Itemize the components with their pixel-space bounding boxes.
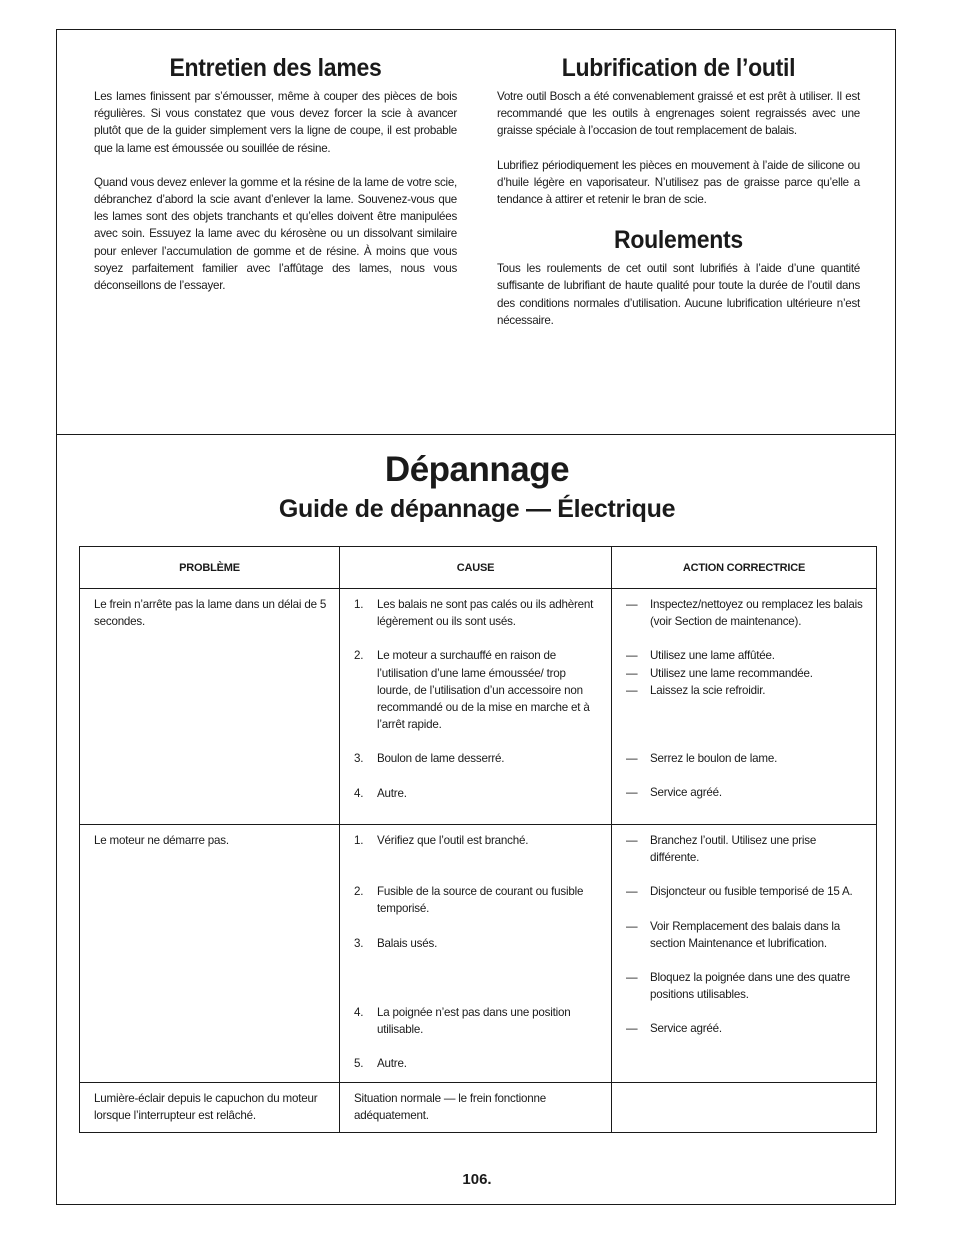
table-row	[80, 825, 877, 1083]
dash: —	[626, 598, 638, 611]
item-text: Fusible de la source de courant ou fusible temporisé.	[377, 885, 584, 916]
dash: —	[626, 786, 638, 800]
problem-cell: Le moteur ne démarre pas.	[80, 825, 340, 1083]
item-text: La poignée n’est pas dans une position utilisable.	[377, 1005, 571, 1037]
column-header-cause: CAUSE	[340, 547, 612, 589]
item-text: Utilisez une lame affûtée.	[650, 649, 775, 663]
blade-maintenance-section	[94, 52, 457, 294]
cause-item	[354, 832, 599, 849]
section-title-bearings: Roulements	[614, 226, 743, 255]
dash: —	[626, 752, 638, 766]
action-item	[626, 750, 864, 767]
action-cell	[612, 825, 877, 1083]
problem-cell: Lumière-éclair depuis le capuchon du moteur lorsque l’interrupteur est relâché.	[80, 1083, 340, 1133]
section-title-lubrication: Lubrification de l’outil	[561, 54, 796, 82]
cause-item	[354, 596, 599, 630]
item-text: Balais usés.	[377, 936, 438, 950]
item-number: 1.	[354, 598, 364, 611]
action-item	[626, 918, 864, 952]
action-item	[626, 832, 864, 866]
dash: —	[626, 971, 638, 985]
paragraph: Quand vous devez enlever la gomme et la résine de la lame de votre scie, débranchez d’abord la scie avant d’enlever la lame. Souvenez-vous que les lames sont des objets tranchants et qu’elles doivent être manipulées avec soin. Essuyez la lame avec du kérosène ou un dissolvant similaire pour enlever l’accumulation de gomme et de résine. À moins que vous soyez parfaitement familier avec l’affûtage des lames, nous vous déconseillons de l’essayer.	[94, 175, 457, 293]
dash: —	[626, 683, 638, 697]
action-item	[626, 784, 864, 801]
item-text: Voir Remplacement des balais dans la section Maintenance et lubrification.	[650, 919, 841, 950]
item-number: 3.	[354, 752, 364, 766]
dash: —	[626, 919, 638, 933]
item-number: 2.	[354, 885, 364, 899]
item-text: Autre.	[377, 1057, 407, 1071]
action-cell	[612, 589, 877, 825]
item-text: Les balais ne sont pas calés ou ils adhèrent légèrement ou ils sont usés.	[377, 598, 594, 629]
cause-item	[354, 647, 599, 733]
item-text: Service agréé.	[650, 1022, 722, 1036]
dash: —	[626, 1022, 638, 1036]
column-header-action: ACTION CORRECTRICE	[612, 547, 877, 589]
action-item	[626, 596, 864, 630]
item-text: Autre.	[377, 786, 407, 800]
column-header-problem: PROBLÈME	[80, 547, 340, 589]
troubleshooting-table	[79, 546, 877, 1133]
item-text: Le moteur a surchauffé en raison de l’utilisation d’une lame émoussée/ trop lourde, de l’utilisation d’un accessoire non recommandé ou de la mise en marche et à l’arrêt rapide.	[377, 649, 590, 732]
dash: —	[626, 885, 638, 899]
dash: —	[626, 834, 638, 847]
table-row	[80, 589, 877, 825]
action-item	[626, 647, 864, 664]
cause-item	[354, 1004, 599, 1038]
item-text: Inspectez/nettoyez ou remplacez les balais (voir Section de maintenance).	[650, 598, 863, 629]
item-text: Branchez l’outil. Utilisez une prise différente.	[650, 834, 817, 865]
item-number: 4.	[354, 1005, 364, 1019]
cause-item	[354, 935, 599, 952]
item-text: Bloquez la poignée dans une des quatre positions utilisables.	[650, 971, 850, 1002]
paragraph: Lubrifiez périodiquement les pièces en mouvement à l’aide de silicone ou d’huile légère en vaporisateur. N’utilisez pas de graisse parce qu’elle a tendance à attirer et retenir le bran de scie.	[497, 158, 860, 207]
item-text: Disjoncteur ou fusible temporisé de 15 A.	[650, 885, 853, 899]
action-item	[626, 969, 864, 1003]
lubrication-section	[497, 52, 860, 329]
paragraph: Tous les roulements de cet outil sont lubrifiés à l’aide d’une quantité suffisante de lubrifiant de haute qualité pour toute la durée de l’outil dans des conditions normales d’utilisation. Aucune lubrification ultérieure n’est nécessaire.	[497, 262, 860, 327]
cause-item	[354, 883, 599, 917]
table-row	[80, 1083, 877, 1133]
item-text: Service agréé.	[650, 786, 722, 800]
action-item	[626, 682, 864, 699]
troubleshooting-subtitle: Guide de dépannage — Électrique	[278, 495, 676, 523]
item-number: 3.	[354, 936, 364, 950]
paragraph: Les lames finissent par s’émousser, même à couper des pièces de bois régulières. Si vous constatez que vous devez forcer la scie à avancer plutôt que de la guider simplement vers la ligne de coupe, il est probable que la lame est émoussée ou souillée de résine.	[94, 90, 457, 155]
item-text: Vérifiez que l’outil est branché.	[377, 834, 529, 847]
action-item	[626, 1020, 864, 1037]
cause-cell: Situation normale — le frein fonctionne adéquatement.	[340, 1083, 612, 1133]
section-title-blade-maintenance: Entretien des lames	[169, 54, 382, 82]
item-number: 5.	[354, 1057, 364, 1071]
cause-cell	[340, 589, 612, 825]
troubleshooting-title: Dépannage	[384, 450, 570, 489]
cause-item	[354, 1055, 599, 1072]
action-item	[626, 665, 864, 682]
item-number: 4.	[354, 786, 364, 800]
item-text: Utilisez une lame recommandée.	[650, 666, 813, 680]
table-header-row	[80, 547, 877, 589]
dash: —	[626, 666, 638, 680]
item-text: Boulon de lame desserré.	[377, 752, 505, 766]
item-text: Laissez la scie refroidir.	[650, 683, 766, 697]
cause-item	[354, 785, 599, 802]
action-cell	[612, 1083, 877, 1133]
cause-cell	[340, 825, 612, 1083]
item-number: 2.	[354, 649, 364, 663]
problem-cell: Le frein n’arrête pas la lame dans un délai de 5 secondes.	[80, 589, 340, 825]
item-text: Serrez le boulon de lame.	[650, 752, 778, 766]
section-divider	[56, 434, 896, 435]
action-item	[626, 883, 864, 900]
dash: —	[626, 649, 638, 663]
cause-item	[354, 750, 599, 767]
paragraph: Votre outil Bosch a été convenablement graissé et est prêt à utiliser. Il est recommandé que les outils à engrenages soient regraissés avec une graisse spéciale à l’occasion de tout remplacement de balais.	[497, 90, 860, 138]
item-number: 1.	[354, 834, 364, 847]
page-number: 106.	[462, 1171, 492, 1188]
